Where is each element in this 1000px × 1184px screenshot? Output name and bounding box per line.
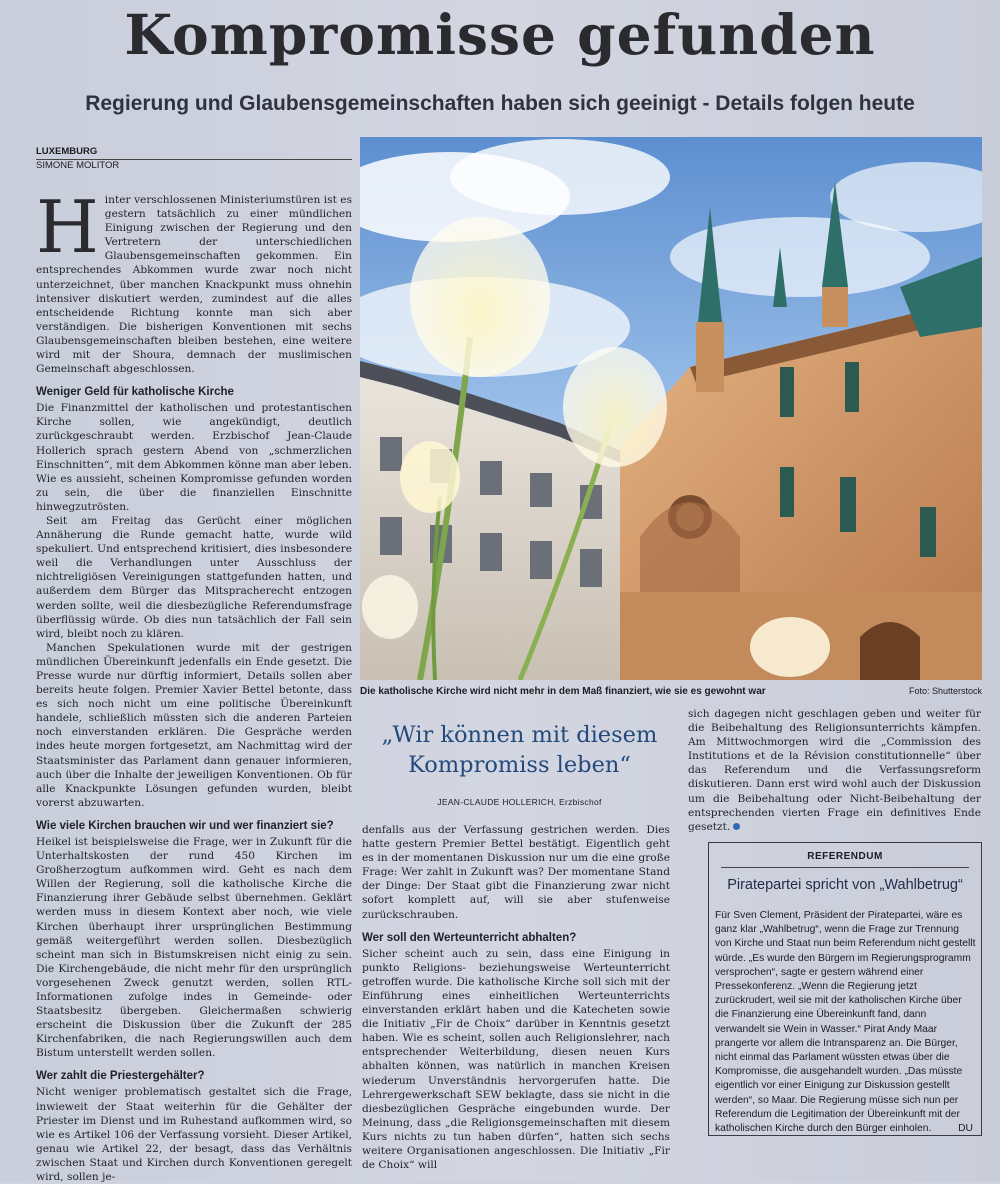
body-paragraph: Sicher scheint auch zu sein, dass eine Einigung in punkto Religions- beziehungsweise Werteunterricht getroffen wurde. Die katholische Kirche soll sich mit der Einführung eines einheitlichen Werteunterrichts einverstanden erklärt haben und die Katecheten sowie die Initiativ „Fir de Choix“ darüber in Kenntnis gesetzt haben. Wie es scheint, sollen auch Religionslehrer, nach entsprechender Weiterbildung, diesen neuen Kurs abhalten können, was natürlich in manchen Kreisen wiederum Unverständnis hervorgerufen hatte. Die Lehrergewerkschaft SEW beklagte, dass sie nicht in die diesbezüglichen Gespräche eingebunden wurde. Der Meinung, dass „die Religionsgemeinschaften mit diesem Kurs nichts zu tun haben dürfen“, hatten sich sechs weitere Organisationen angeschlossen. Die Initiativ „Fir de Choix“ will — [362, 947, 670, 1172]
photo-credit: Foto: Shutterstock — [908, 686, 982, 696]
dateline-location: LUXEMBURG — [36, 146, 352, 160]
subheadline: Regierung und Glaubensgemeinschaften haben sich geeinigt - Details folgen heute — [85, 92, 915, 115]
sidebar-body — [715, 909, 977, 1136]
cathedral-photo — [360, 137, 982, 680]
sidebar-title: Piratepartei spricht von „Wahlbetrug“ — [727, 877, 963, 893]
body-paragraph: Seit am Freitag das Gerücht einer möglichen Annäherung die Runde gemacht hatte, wurde wild spekuliert. Und entsprechend kritisiert, dies insbesondere weil die Verhandlungen unter Ausschluss der nichtreligiösen Vereinigungen stattgefunden hatten, und außerdem dem Bürger das Mitspracherecht entzogen werden sollte, weil die diesbezügliche Referendumsfrage überflüssig würde. Ob dies nun tatsächlich der Fall sein wird, bleibt noch zu klären. — [36, 514, 352, 640]
photo-caption — [360, 686, 982, 697]
sidebar-paragraph: Für Sven Clement, Präsident der Piratepartei, wäre es ganz klar „Wahlbetrug“, wenn die Frage zur Trennung von Kirche und Staat nun beim Referendum nicht gestellt würde. „Es wurde den Bürgern im Regierungsprogramm versprochen“, sagte er gestern während einer Pressekonferenz. „Wenn die Regierung jetzt zurückrudert, weil sie mit der katholischen Kirche über die Finanzierung eine Übereinkunft fand, dann verwandelt sie Wein in Wasser.“ Pirat Andy Maar prangerte vor allem die Intransparenz an. Die Bürger, nicht einmal das Parlament wüssten etwas über die Kompromisse, die ausgehandelt wurden. „Das müsste eigentlich vor einer Einigung zur Diskussion gestellt werden“, so Maar. Die Regierung müsse sich nun per Referendum die Legitimation der Übereinkunft mit der katholischen Kirche durch den Bürger einholen. DU — [715, 909, 977, 1136]
referendum-sidebar — [708, 842, 982, 1136]
section-heading: Weniger Geld für katholische Kirche — [36, 386, 234, 399]
dateline — [36, 146, 352, 172]
article-column-2 — [362, 823, 670, 1172]
quote-author: JEAN-CLAUDE HOLLERICH, Erzbischof — [437, 797, 602, 807]
sidebar-author-initials: DU — [958, 1123, 973, 1135]
headline: Kompromisse gefunden — [124, 2, 876, 67]
caption-text: Die katholische Kirche wird nicht mehr in dem Maß finanziert, wie sie es gewohnt war — [360, 686, 766, 697]
dropcap: H — [36, 185, 99, 269]
body-paragraph: Die Finanzmittel der katholischen und protestantischen Kirche sollen, wie angekündigt, deutlich zurückgeschraubt werden. Erzbischof Jean-Claude Hollerich sprach gestern Abend von „schmerzlichen Einschnitten“, mit dem Abkommen könne man aber leben. Wie es aussieht, scheinen Kompromisse gefunden worden zu sein, die über die finanziellen Einschnitte hinwegzutrösten. — [36, 402, 352, 513]
body-paragraph: sich dagegen nicht geschlagen geben und weiter für die Beibehaltung des Religionsunterrichts kämpfen. Am Mittwochmorgen wird die „Commission des Institutions et de la Révision constitutionnelle“ über das Referendum und die Verfassungsreform diskutieren. Dann erst wird wohl auch der Diskussion um die Beibehaltung oder Nicht-Beibehaltung der entsprechenden vierten Frage ein definitives Ende gesetzt. — [688, 708, 981, 833]
sidebar-tag-rule — [721, 867, 969, 868]
body-paragraph: Manchen Spekulationen wurde mit der gestrigen mündlichen Übereinkunft jedenfalls ein Ende gesetzt. Die Presse wurde nur dürftig informiert, Details sollen aber bereits heute folgen. Premier Xavier Bettel betonte, dass es sich noch nicht um eine politische Übereinkunft handele, schließlich müssten sich die anderen Parteien noch einverstanden erklären. Die Gespräche werden indes heute morgen fortgesetzt, am Nachmittag wird der Staatsminister das Parlament dann genauer informieren, auch über die Inhalte der jeweiligen Konventionen. Ob für alle Knackpunkte Lösungen gefunden wurden, bleibt vorerst abzuwarten. — [36, 641, 352, 809]
intro-paragraph: Hinter verschlossenen Ministeriumstüren ist es gestern tatsächlich zu einer mündlichen Einigung zwischen der Regierung und den Vertretern der unterschiedlichen Glaubensgemeinschaften gekommen. Ein entsprechendes Abkommen wurde zwar noch nicht unterzeichnet, über manchen Knackpunkt muss ohnehin intensiver diskutiert werden, zumindest auf die alles entscheidende Richtung konnte man sich aber verständigen. Die bisherigen Konventionen mit sechs Glaubensgemeinschaften bleiben bestehen, eine weitere wird mit der Shoura, demnach der muslimischen Gemeinschaft abgeschlossen. — [36, 185, 352, 376]
section-heading: Wer zahlt die Priestergehälter? — [36, 1070, 205, 1083]
pull-quote: „Wir können mit diesem Kompromiss leben“ — [381, 722, 658, 778]
dateline-author: SIMONE MOLITOR — [36, 160, 120, 171]
section-heading: Wie viele Kirchen brauchen wir und wer finanziert sie? — [36, 819, 334, 832]
body-paragraph: Nicht weniger problematisch gestaltet sich die Frage, inwieweit der Staat weiterhin für die Gehälter der Priester im Dienst und im Ruhestand aufkommen wird, so wie es Artikel 106 der Verfassung vorsieht. Dieser Artikel, genau wie Artikel 22, der besagt, dass das Verhältnis zwischen Staat und Kirchen durch Konventionen geregelt wird, sollen je- — [36, 1086, 352, 1183]
section-heading: Wer soll den Werteunterricht abhalten? — [362, 931, 577, 944]
cathedral-illustration — [360, 137, 982, 680]
article-column-1 — [36, 185, 352, 1184]
body-paragraph: Heikel ist beispielsweise die Frage, wer in Zukunft für die Unterhaltskosten der rund 450 Kirchen im Großherzogtum aufkommen wird. Geht es nach dem Willen der Regierung, soll die katholische Kirche die Finanzierung ihrer Gebäude selbst übernehmen. Geklärt werden muss in diesem Kontext aber noch, wie viele Kirchen überhaupt ihrer ursprünglichen Bestimmung gemäß weitergeführt werden sollen. Diesbezüglich scheint man sich in Bistumskreisen nicht einig zu sein. Die Kirchengebäude, die nicht mehr für den ursprünglich vorgesehenen Zweck genutzt werden, sollen RTL-Informationen zufolge indes in Gemeinde- oder Staatsbesitz übergeben. Gleichermaßen schwierig erscheint die Diskussion über die Zukunft der 285 Kirchenfabriken, die nach Regierungswillen auch dem Bistum unterstellt werden sollen. — [36, 835, 352, 1060]
article-column-3 — [688, 707, 981, 834]
article-end-mark-icon — [733, 823, 740, 830]
sidebar-tag: REFERENDUM — [807, 851, 883, 862]
body-paragraph: denfalls aus der Verfassung gestrichen werden. Dies hatte gestern Premier Bettel bestätigt. Eigentlich geht es in der momentanen Diskussion nur um die eine große Frage: Wer zahlt in Zukunft was? Der momentane Stand der Dinge: Der Staat gibt die Finanzierung zwar nicht sofort komplett auf, will sie aber stufenweise zurückschrauben. — [362, 824, 670, 921]
